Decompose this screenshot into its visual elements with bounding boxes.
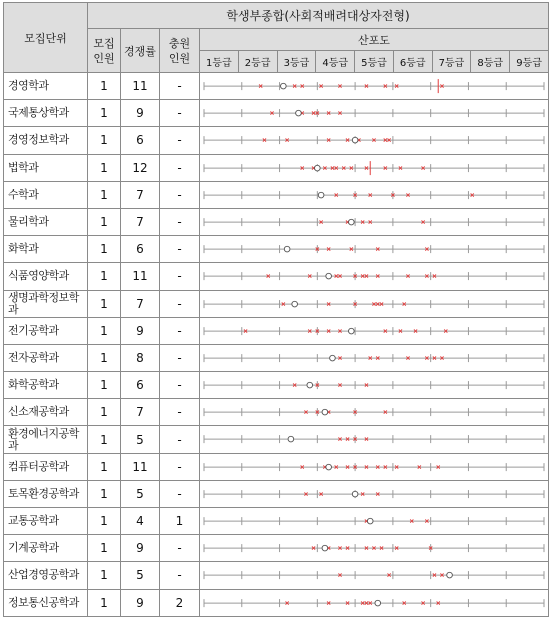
ratio-cell: 11: [121, 263, 160, 290]
table-row: [4, 344, 549, 371]
ratio-cell: 12: [121, 154, 160, 181]
extra-cell: -: [160, 426, 200, 453]
distribution-cell: [200, 154, 549, 181]
extra-cell: -: [160, 344, 200, 371]
admission-table: [3, 2, 549, 617]
admitted-point: [326, 464, 332, 470]
quota-cell: 1: [88, 480, 121, 507]
admitted-point: [318, 192, 324, 198]
distribution-strip: [200, 372, 548, 398]
extra-cell: -: [160, 317, 200, 344]
ratio-cell: 9: [121, 317, 160, 344]
extra-cell: -: [160, 127, 200, 154]
dept-cell: 환경에너지공학과: [4, 426, 88, 453]
distribution-cell: [200, 127, 549, 154]
distribution-cell: [200, 181, 549, 208]
table-title: 학생부종합(사회적배려대상자전형): [88, 3, 549, 29]
distribution-cell: [200, 508, 549, 535]
dept-cell: 교통공학과: [4, 508, 88, 535]
ratio-cell: 6: [121, 372, 160, 399]
quota-cell: 1: [88, 589, 121, 616]
admitted-point: [284, 246, 290, 252]
distribution-cell: [200, 535, 549, 562]
admitted-point: [447, 573, 453, 579]
extra-cell: -: [160, 480, 200, 507]
distribution-cell: [200, 562, 549, 589]
distribution-cell: [200, 426, 549, 453]
dept-cell: 국제통상학과: [4, 100, 88, 127]
grade-header-7: 7등급: [432, 51, 471, 73]
table-row: [4, 181, 549, 208]
ratio-cell: 7: [121, 181, 160, 208]
ratio-cell: 4: [121, 508, 160, 535]
dept-cell: 정보통신공학과: [4, 589, 88, 616]
table-row: [4, 263, 549, 290]
admitted-point: [288, 437, 294, 443]
distribution-cell: [200, 372, 549, 399]
quota-cell: 1: [88, 426, 121, 453]
dept-cell: 컴퓨터공학과: [4, 453, 88, 480]
table-row: [4, 208, 549, 235]
table-row: [4, 100, 549, 127]
quota-cell: 1: [88, 181, 121, 208]
grade-header-5: 5등급: [355, 51, 394, 73]
table-row: [4, 589, 549, 616]
distribution-cell: [200, 236, 549, 263]
quota-cell: 1: [88, 344, 121, 371]
table-row: [4, 535, 549, 562]
distribution-strip: [200, 73, 548, 99]
dept-cell: 법학과: [4, 154, 88, 181]
ratio-cell: 8: [121, 344, 160, 371]
table-row: [4, 453, 549, 480]
admitted-point: [349, 328, 355, 334]
grade-header-1: 1등급: [200, 51, 239, 73]
quota-cell: 1: [88, 453, 121, 480]
dept-cell: 물리학과: [4, 208, 88, 235]
table-row: [4, 236, 549, 263]
admitted-point: [330, 355, 336, 361]
ratio-cell: 9: [121, 535, 160, 562]
quota-cell: 1: [88, 290, 121, 317]
distribution-cell: [200, 480, 549, 507]
ratio-cell: 7: [121, 208, 160, 235]
dept-cell: 토목환경공학과: [4, 480, 88, 507]
table-row: [4, 399, 549, 426]
extra-cell: -: [160, 263, 200, 290]
distribution-strip: [200, 263, 548, 289]
distribution-strip: [200, 426, 548, 452]
header-extra: [160, 29, 200, 73]
quota-cell: 1: [88, 73, 121, 100]
distribution-cell: [200, 589, 549, 616]
quota-cell: 1: [88, 208, 121, 235]
distribution-cell: [200, 100, 549, 127]
admitted-point: [307, 382, 313, 388]
grade-header-2: 2등급: [238, 51, 277, 73]
extra-cell: -: [160, 73, 200, 100]
quota-cell: 1: [88, 508, 121, 535]
distribution-cell: [200, 399, 549, 426]
distribution-strip: [200, 209, 548, 235]
admitted-point: [296, 110, 302, 116]
extra-cell: -: [160, 372, 200, 399]
quota-cell: 1: [88, 263, 121, 290]
ratio-cell: 5: [121, 562, 160, 589]
admitted-point: [352, 491, 358, 497]
table-body: [4, 73, 549, 617]
extra-cell: -: [160, 399, 200, 426]
ratio-cell: 9: [121, 589, 160, 616]
table-row: [4, 290, 549, 317]
distribution-strip: [200, 535, 548, 561]
distribution-strip: [200, 508, 548, 534]
table-row: [4, 317, 549, 344]
ratio-cell: 6: [121, 127, 160, 154]
quota-cell: 1: [88, 100, 121, 127]
distribution-strip: [200, 182, 548, 208]
distribution-strip: [200, 127, 548, 153]
dept-cell: 수학과: [4, 181, 88, 208]
distribution-strip: [200, 345, 548, 371]
dept-cell: 전기공학과: [4, 317, 88, 344]
distribution-cell: [200, 317, 549, 344]
header-quota-label: 모집 인원: [93, 36, 115, 65]
distribution-strip: [200, 454, 548, 480]
distribution-strip: [200, 155, 548, 181]
admitted-point: [292, 301, 298, 307]
admitted-point: [322, 410, 328, 416]
extra-cell: -: [160, 453, 200, 480]
distribution-strip: [200, 291, 548, 317]
distribution-strip: [200, 481, 548, 507]
dept-cell: 식품영양학과: [4, 263, 88, 290]
admitted-point: [367, 518, 373, 524]
header-ratio: 경쟁률: [121, 29, 160, 73]
header-extra-label: 충원 인원: [168, 36, 191, 65]
extra-cell: 1: [160, 508, 200, 535]
ratio-cell: 5: [121, 480, 160, 507]
dept-cell: 경영정보학과: [4, 127, 88, 154]
quota-cell: 1: [88, 236, 121, 263]
ratio-cell: 5: [121, 426, 160, 453]
ratio-cell: 7: [121, 290, 160, 317]
admitted-point: [349, 219, 355, 225]
admitted-point: [352, 138, 358, 144]
table-row: [4, 127, 549, 154]
table-row: [4, 562, 549, 589]
admitted-point: [375, 600, 381, 606]
distribution-strip: [200, 318, 548, 344]
grade-header-6: 6등급: [393, 51, 432, 73]
table-row: [4, 508, 549, 535]
extra-cell: -: [160, 154, 200, 181]
header-distribution: 산포도: [200, 29, 549, 51]
quota-cell: 1: [88, 562, 121, 589]
dept-cell: 신소재공학과: [4, 399, 88, 426]
extra-cell: -: [160, 535, 200, 562]
extra-cell: -: [160, 100, 200, 127]
distribution-strip: [200, 590, 548, 616]
table-row: [4, 372, 549, 399]
dept-cell: 경영학과: [4, 73, 88, 100]
distribution-cell: [200, 208, 549, 235]
quota-cell: 1: [88, 127, 121, 154]
grade-header-8: 8등급: [471, 51, 510, 73]
extra-cell: -: [160, 236, 200, 263]
ratio-cell: 9: [121, 100, 160, 127]
distribution-cell: [200, 453, 549, 480]
table-row: [4, 480, 549, 507]
table-row: [4, 73, 549, 100]
header-quota: [88, 29, 121, 73]
table-row: [4, 426, 549, 453]
distribution-strip: [200, 236, 548, 262]
dept-cell: 기계공학과: [4, 535, 88, 562]
grade-header-9: 9등급: [510, 51, 549, 73]
distribution-cell: [200, 290, 549, 317]
quota-cell: 1: [88, 399, 121, 426]
dept-cell: 화학과: [4, 236, 88, 263]
admitted-point: [322, 545, 328, 551]
extra-cell: 2: [160, 589, 200, 616]
admitted-point: [315, 165, 321, 171]
quota-cell: 1: [88, 154, 121, 181]
dept-cell: 화학공학과: [4, 372, 88, 399]
distribution-cell: [200, 73, 549, 100]
ratio-cell: 6: [121, 236, 160, 263]
table-row: [4, 154, 549, 181]
ratio-cell: 11: [121, 73, 160, 100]
ratio-cell: 11: [121, 453, 160, 480]
admitted-point: [326, 274, 332, 280]
distribution-strip: [200, 100, 548, 126]
dept-cell: 생명과학정보학과: [4, 290, 88, 317]
quota-cell: 1: [88, 535, 121, 562]
quota-cell: 1: [88, 372, 121, 399]
ratio-cell: 7: [121, 399, 160, 426]
header-dept: 모집단위: [4, 3, 88, 73]
distribution-strip: [200, 562, 548, 588]
distribution-cell: [200, 263, 549, 290]
grade-header-4: 4등급: [316, 51, 355, 73]
extra-cell: -: [160, 290, 200, 317]
distribution-cell: [200, 344, 549, 371]
extra-cell: -: [160, 562, 200, 589]
grade-header-3: 3등급: [277, 51, 316, 73]
extra-cell: -: [160, 181, 200, 208]
extra-cell: -: [160, 208, 200, 235]
distribution-strip: [200, 399, 548, 425]
dept-cell: 전자공학과: [4, 344, 88, 371]
quota-cell: 1: [88, 317, 121, 344]
admitted-point: [281, 83, 287, 89]
dept-cell: 산업경영공학과: [4, 562, 88, 589]
